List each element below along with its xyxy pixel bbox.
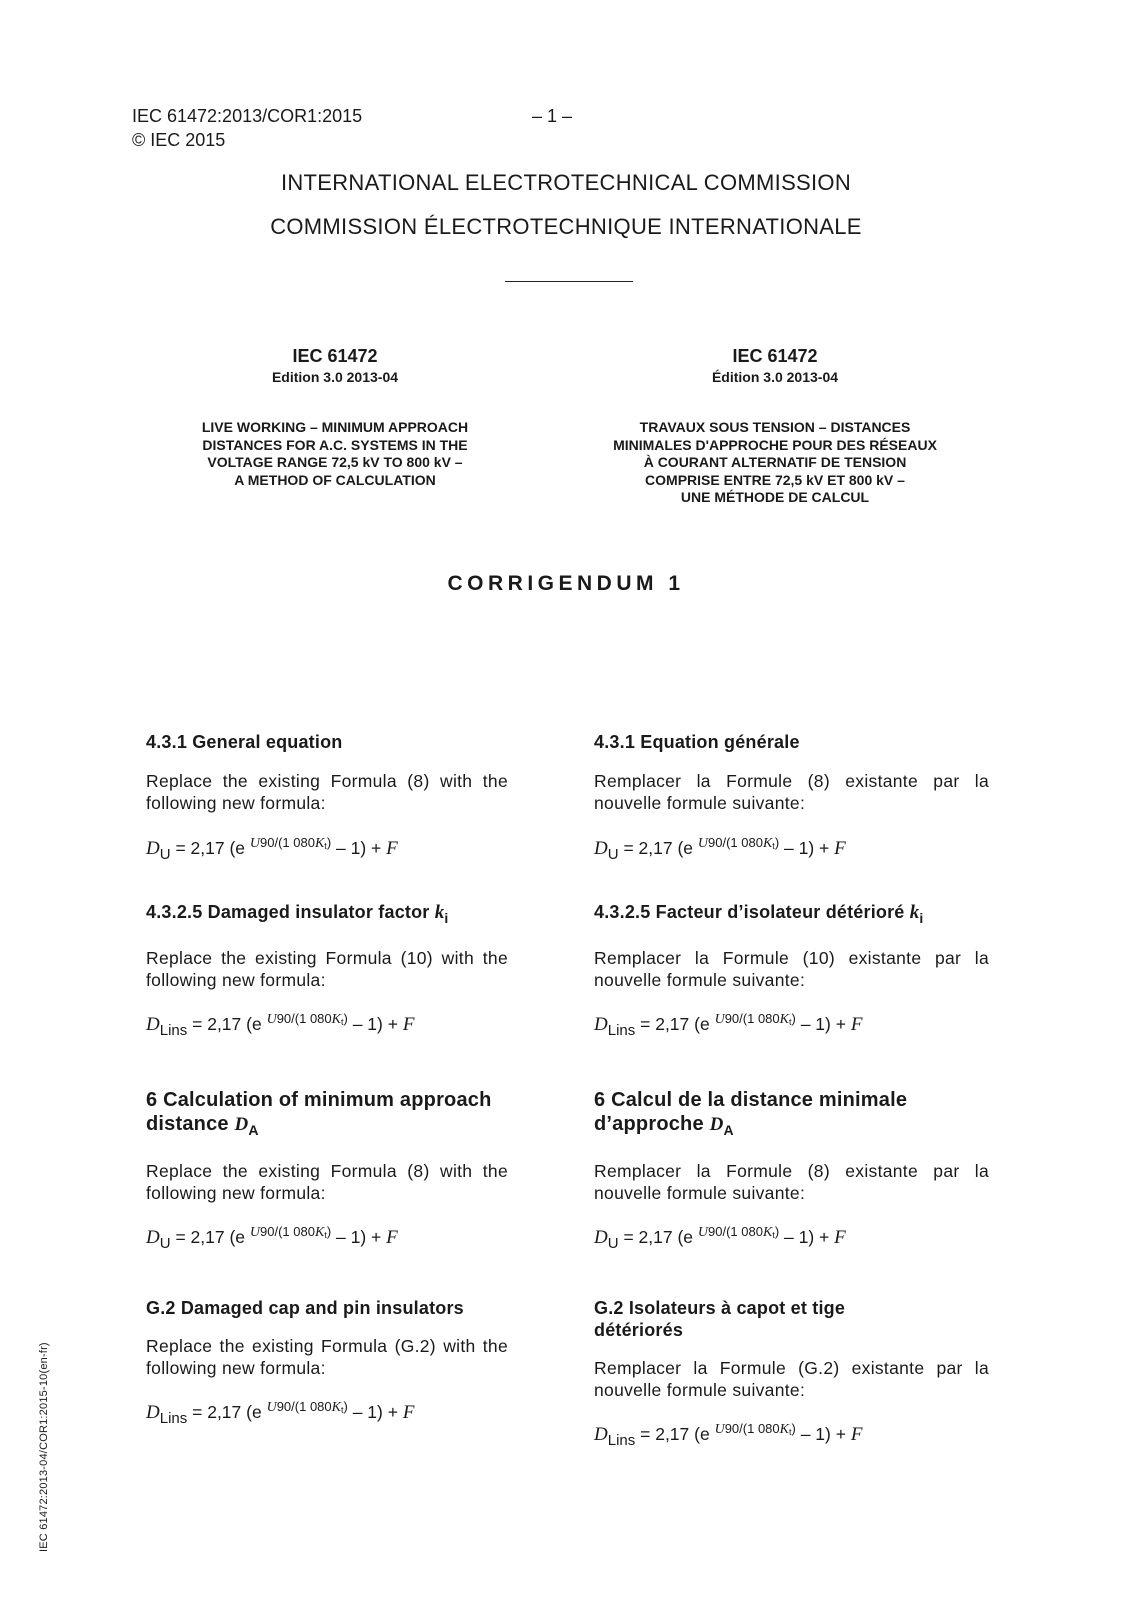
formula-sub: Lins: [607, 1432, 636, 1449]
formula-coeff: = 2,17 (e: [170, 1227, 250, 1247]
exp-k-sub: t: [772, 841, 775, 851]
standard-edition: Édition 3.0 2013-04: [711, 369, 839, 385]
section-heading-fr: G.2 Isolateurs à capot et tige détériorés: [594, 1298, 846, 1340]
section-text-en: Replace the existing Formula (8) with the following new formula:: [146, 1161, 508, 1203]
corrigendum-title: CORRIGENDUM 1: [447, 572, 685, 595]
formula-exponent: [715, 1011, 796, 1026]
section-heading-fr: [594, 1088, 974, 1137]
section-text-en: Replace the existing Formula (8) with the following new formula:: [146, 771, 508, 813]
standard-edition: Edition 3.0 2013-04: [271, 369, 399, 385]
formula-exponent: [698, 1224, 779, 1239]
exp-k: K: [331, 1400, 341, 1415]
title-line: UNE MÉTHODE DE CALCUL: [680, 489, 870, 505]
formula-exponent: [267, 1399, 348, 1414]
formula-exponent: [250, 835, 331, 850]
heading-sub: i: [919, 910, 924, 926]
formula-sub: Lins: [159, 1022, 188, 1039]
formula-sub: U: [607, 1235, 619, 1252]
exp-sub: 90: [724, 1011, 740, 1026]
exp-k: K: [314, 836, 325, 851]
formula-dlins: [594, 1012, 862, 1039]
title-line: TRAVAUX SOUS TENSION – DISTANCES: [639, 419, 911, 435]
exp-k-sub: t: [324, 1230, 327, 1240]
section-heading-en: [146, 901, 546, 924]
heading-sub: A: [248, 1122, 259, 1138]
exp-mid: /(1 080: [722, 1224, 763, 1239]
heading-text: 4.3.2.5 Damaged insulator factor: [146, 902, 435, 922]
copyright: © IEC 2015: [132, 130, 226, 150]
formula-var: D: [594, 1227, 608, 1248]
formula-var: D: [146, 1402, 160, 1423]
exp-sub: 90: [276, 1399, 292, 1414]
formula-var: F: [386, 838, 398, 859]
exp-sub: 90: [708, 835, 723, 850]
section-text-en: Replace the existing Formula (10) with the following new formula:: [146, 948, 508, 990]
formula-tail: – 1) +: [331, 1227, 387, 1247]
formula-var: D: [146, 1227, 160, 1248]
exp-mid: /(1 080: [739, 1011, 780, 1026]
exp-sub: 90: [708, 1224, 723, 1239]
exp-close: ): [791, 1011, 796, 1026]
formula-coeff: = 2,17 (e: [187, 1014, 267, 1034]
exp-k: K: [779, 1422, 789, 1437]
exp-sub: 90: [260, 1224, 275, 1239]
heading-text: 6 Calcul de la distance minimale d’approche: [594, 1089, 908, 1135]
formula-var: D: [594, 1014, 608, 1035]
title-line: COMPRISE ENTRE 72,5 kV ET 800 kV –: [645, 471, 905, 488]
formula-var: F: [850, 1424, 863, 1445]
formula-var: D: [146, 838, 160, 859]
formula-sub: Lins: [607, 1022, 636, 1039]
formula-du: [594, 836, 846, 863]
exp-k: K: [314, 1225, 325, 1240]
formula-var: F: [850, 1014, 863, 1035]
formula-exponent: [267, 1011, 348, 1026]
exp-sub: 90: [724, 1421, 740, 1436]
organization-french: COMMISSION ÉLECTROTECHNIQUE INTERNATIONALE: [270, 214, 862, 239]
exp-var: U: [266, 1400, 277, 1415]
title-line: LIVE WORKING – MINIMUM APPROACH: [201, 419, 469, 435]
doc-reference: IEC 61472:2013/COR1:2015: [132, 106, 363, 126]
exp-k-sub: t: [340, 1405, 344, 1415]
section-heading-en: 4.3.1 General equation: [146, 732, 343, 752]
exp-var: U: [697, 1225, 708, 1240]
title-line: MINIMALES D'APPROCHE POUR DES RÉSEAUX: [613, 436, 937, 453]
formula-var: D: [594, 838, 608, 859]
exp-k-sub: t: [788, 1017, 792, 1027]
formula-tail: – 1) +: [795, 1014, 851, 1034]
section-heading-en: [146, 1088, 531, 1137]
formula-coeff: = 2,17 (e: [618, 1227, 698, 1247]
heading-var: D: [234, 1114, 249, 1135]
section-text-fr: Remplacer la Formule (8) existante par la nouvelle formule suivante:: [594, 1161, 989, 1203]
exp-var: U: [714, 1422, 725, 1437]
section-text-fr: Remplacer la Formule (G.2) existante par la nouvelle formule suivante:: [594, 1358, 989, 1400]
side-reference-note: IEC 61472:2013-04/COR1:2015-10(en-fr): [38, 1342, 50, 1552]
formula-tail: – 1) +: [779, 838, 835, 858]
exp-close: ): [326, 1224, 332, 1239]
section-text-fr: Remplacer la Formule (8) existante par la nouvelle formule suivante:: [594, 771, 989, 813]
formula-var: F: [402, 1014, 415, 1035]
formula-coeff: = 2,17 (e: [635, 1424, 715, 1444]
formula-coeff: = 2,17 (e: [187, 1402, 267, 1422]
exp-k: K: [762, 1225, 773, 1240]
standard-number: IEC 61472: [732, 346, 818, 366]
heading-text: 4.3.2.5 Facteur d’isolateur détérioré: [594, 902, 910, 922]
formula-coeff: = 2,17 (e: [635, 1014, 715, 1034]
formula-var: F: [386, 1227, 398, 1248]
heading-sub: A: [723, 1122, 734, 1138]
exp-k-sub: t: [772, 1230, 775, 1240]
exp-close: ): [326, 835, 332, 850]
formula-tail: – 1) +: [779, 1227, 835, 1247]
exp-sub: 90: [260, 835, 275, 850]
formula-exponent: [715, 1421, 796, 1436]
formula-var: F: [834, 838, 846, 859]
section-heading-fr: [594, 901, 994, 924]
formula-sub: U: [607, 846, 619, 863]
formula-exponent: [698, 835, 779, 850]
exp-mid: /(1 080: [274, 1224, 315, 1239]
exp-mid: /(1 080: [722, 835, 763, 850]
heading-var: k: [434, 902, 445, 923]
exp-close: ): [774, 1224, 780, 1239]
standard-number: IEC 61472: [292, 346, 378, 366]
exp-sub: 90: [276, 1011, 292, 1026]
header-divider: [505, 281, 633, 282]
section-heading-fr: 4.3.1 Equation générale: [594, 732, 800, 752]
formula-var: F: [834, 1227, 846, 1248]
exp-var: U: [249, 1225, 260, 1240]
standard-block-en: [160, 346, 510, 385]
formula-sub: Lins: [159, 1410, 188, 1427]
formula-tail: – 1) +: [347, 1402, 403, 1422]
exp-k-sub: t: [788, 1427, 792, 1437]
exp-k-sub: t: [340, 1017, 344, 1027]
heading-var: k: [909, 902, 920, 923]
formula-dlins: [146, 1012, 414, 1039]
section-heading-en: G.2 Damaged cap and pin insulators: [146, 1298, 464, 1318]
title-line: VOLTAGE RANGE 72,5 kV TO 800 kV –: [207, 454, 463, 470]
exp-mid: /(1 080: [291, 1399, 332, 1414]
formula-coeff: = 2,17 (e: [170, 838, 250, 858]
exp-var: U: [714, 1012, 725, 1027]
section-text-fr: Remplacer la Formule (10) existante par la nouvelle formule suivante:: [594, 948, 989, 990]
exp-var: U: [249, 836, 260, 851]
heading-var: D: [709, 1114, 724, 1135]
formula-var: D: [594, 1424, 608, 1445]
formula-var: D: [146, 1014, 160, 1035]
title-line: À COURANT ALTERNATIF DE TENSION: [643, 454, 907, 470]
exp-close: ): [791, 1421, 796, 1436]
exp-close: ): [343, 1011, 348, 1026]
section-text-en: Replace the existing Formula (G.2) with the following new formula:: [146, 1336, 508, 1378]
exp-mid: /(1 080: [274, 835, 315, 850]
formula-coeff: = 2,17 (e: [618, 838, 698, 858]
exp-var: U: [697, 836, 708, 851]
standard-title-en: [160, 419, 510, 489]
heading-sub: i: [444, 910, 449, 926]
formula-du: [146, 1225, 398, 1252]
exp-k-sub: t: [324, 841, 327, 851]
formula-sub: U: [159, 846, 171, 863]
formula-var: F: [402, 1402, 415, 1423]
formula-dlins: [594, 1422, 862, 1449]
heading-text: 6 Calculation of minimum approach distance: [146, 1089, 492, 1135]
exp-k: K: [762, 836, 773, 851]
formula-tail: – 1) +: [347, 1014, 403, 1034]
exp-k: K: [331, 1012, 341, 1027]
exp-close: ): [343, 1399, 348, 1414]
formula-sub: U: [159, 1235, 171, 1252]
organization-english: INTERNATIONAL ELECTROTECHNICAL COMMISSION: [280, 170, 852, 195]
title-line: A METHOD OF CALCULATION: [234, 471, 436, 488]
formula-du: [594, 1225, 846, 1252]
title-line: DISTANCES FOR A.C. SYSTEMS IN THE: [202, 436, 468, 453]
standard-block-fr: [580, 346, 970, 385]
standard-title-fr: [580, 419, 970, 507]
formula-du: [146, 836, 398, 863]
formula-exponent: [250, 1224, 331, 1239]
exp-close: ): [774, 835, 780, 850]
exp-var: U: [266, 1012, 277, 1027]
page-number: – 1 –: [532, 106, 573, 126]
formula-tail: – 1) +: [795, 1424, 851, 1444]
exp-k: K: [779, 1012, 789, 1027]
exp-mid: /(1 080: [739, 1421, 780, 1436]
formula-tail: – 1) +: [331, 838, 387, 858]
exp-mid: /(1 080: [291, 1011, 332, 1026]
formula-dlins: [146, 1400, 414, 1427]
